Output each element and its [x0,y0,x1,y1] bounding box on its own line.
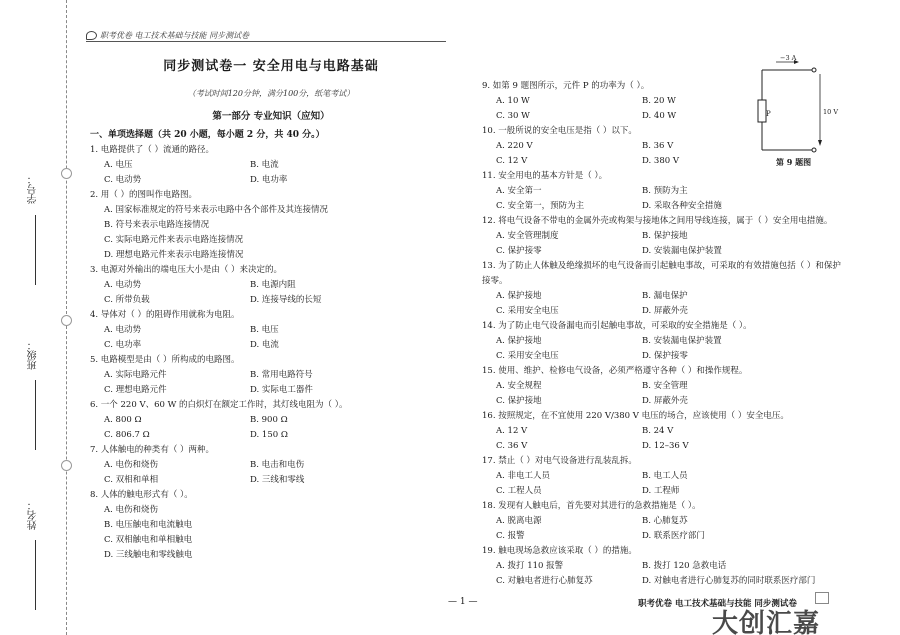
question-14 [482,319,842,364]
option-b[interactable]: B. 预防为主 [642,186,688,196]
option-b[interactable]: B. 900 Ω [250,415,288,425]
circuit-figure [752,52,852,170]
element-p [758,100,766,122]
option-b[interactable]: B. 电工人员 [642,471,688,481]
binding-hole-icon [61,168,72,179]
question-6 [90,398,450,443]
question-4 [90,308,450,353]
option-c[interactable]: C. 对触电者进行心肺复苏 [496,576,593,586]
option-d[interactable]: D. 380 V [642,156,679,166]
option-b[interactable]: B. 24 V [642,426,674,436]
question-1 [90,143,450,188]
option-c[interactable]: C. 双相触电和单相触电 [104,535,193,545]
option-d[interactable]: D. 屏蔽外壳 [642,306,688,316]
student-id-field[interactable] [35,215,36,285]
option-a[interactable]: A. 安全管理制度 [496,231,559,241]
option-a[interactable]: A. 电动势 [104,280,142,290]
option-a[interactable]: A. 安全规程 [496,381,542,391]
current-label: −3 A [780,54,797,62]
option-b[interactable]: B. 拨打 120 急救电话 [642,561,727,571]
part-title: 第一部分 专业知识（应知） [212,111,330,122]
question-12 [482,214,842,259]
option-d[interactable]: D. 联系医疗部门 [642,531,705,541]
question-text: 3. 电源对外输出的端电压大小是由（ ）来决定的。 [90,265,283,275]
terminal-top [812,68,816,72]
option-c[interactable]: C. 安全第一，预防为主 [496,201,585,211]
question-17 [482,454,842,499]
option-b[interactable]: B. 电流 [250,160,279,170]
terminal-bottom [812,148,816,152]
option-b[interactable]: B. 漏电保护 [642,291,688,301]
question-text: 6. 一个 220 V、60 W 的白炽灯在额定工作时，其灯线电阻为（ ）。 [90,400,348,410]
option-c[interactable]: C. 36 V [496,441,528,451]
header-mark [86,30,249,41]
option-d[interactable]: D. 三线触电和零线触电 [104,550,193,560]
question-text: 1. 电路提供了（ ）流通的路径。 [90,145,215,155]
question-text: 15. 使用、维护、检修电气设备，必须严格遵守各种（ ）和操作规程。 [482,366,748,376]
option-b[interactable]: B. 20 W [642,96,676,106]
option-b[interactable]: B. 电压 [250,325,279,335]
option-c[interactable]: C. 理想电路元件 [104,385,167,395]
question-text: 14. 为了防止电气设备漏电而引起触电事故，可采取的安全措施是（ ）。 [482,321,752,331]
option-d[interactable]: D. 电流 [250,340,279,350]
option-a[interactable]: A. 实际电路元件 [104,370,167,380]
binding-hole-icon [61,315,72,326]
option-a[interactable]: A. 电压 [104,160,133,170]
binding-hole-icon [61,460,72,471]
option-a[interactable]: A. 220 V [496,141,533,151]
question-text: 12. 将电气设备不带电的金属外壳或构架与接地体之间用导线连接，属于（ ）安全用电措施。 [482,216,833,226]
question-text: 13. 为了防止人体触及绝缘损坏的电气设备而引起触电事故，可采取的有效措施包括（ ）和保护接零。 [482,261,841,286]
leaf-logo-icon [86,31,97,40]
option-d[interactable]: D. 三线和零线 [250,475,305,485]
option-a[interactable]: A. 保护接地 [496,291,542,301]
option-d[interactable]: D. 40 W [642,111,677,121]
option-c[interactable]: C. 报警 [496,531,525,541]
option-a[interactable]: A. 12 V [496,426,528,436]
option-b[interactable]: B. 符号来表示电路连接情况 [104,220,210,230]
option-a[interactable]: A. 800 Ω [104,415,142,425]
option-b[interactable]: B. 保护接地 [642,231,688,241]
header-mark-text: 职考优卷 电工技术基础与技能 同步测试卷 [100,31,250,40]
question-3 [90,263,450,308]
question-text: 4. 导体对（ ）的阻碍作用就称为电阻。 [90,310,240,320]
option-b[interactable]: B. 36 V [642,141,674,151]
question-11 [482,169,842,214]
option-d[interactable]: D. 屏蔽外壳 [642,396,688,406]
question-16 [482,409,842,454]
question-text: 5. 电路模型是由（ ）所构成的电路图。 [90,355,240,365]
option-d[interactable]: D. 安装漏电保护装置 [642,246,722,256]
question-text: 2. 用（ ）的图叫作电路图。 [90,190,198,200]
question-text: 10. 一般所说的安全电压是指（ ）以下。 [482,126,637,136]
footer-series: 职考优卷 电工技术基础与技能 同步测试卷 [638,599,797,609]
voltage-label: 10 V [823,108,839,116]
question-13 [482,259,842,319]
question-2 [90,188,450,263]
option-b[interactable]: B. 安装漏电保护装置 [642,336,722,346]
option-b[interactable]: B. 电击和电伤 [250,460,305,470]
question-8 [90,488,450,563]
name-field[interactable] [35,540,36,610]
option-c[interactable]: C. 双相和单相 [104,475,159,485]
option-b[interactable]: B. 电压触电和电流触电 [104,520,193,530]
page-number: — 1 — [448,597,478,607]
option-b[interactable]: B. 电源内阻 [250,280,296,290]
option-d[interactable]: D. 对触电者进行心肺复苏的同时联系医疗部门 [642,576,816,586]
option-c[interactable]: C. 所带负载 [104,295,150,305]
option-a[interactable]: A. 脱离电源 [496,516,542,526]
section-title: 一、单项选择题（共 20 小题，每小题 2 分，共 40 分。） [90,130,325,140]
option-a[interactable]: A. 电伤和烧伤 [104,505,159,515]
student-id-label: 学号： [28,174,39,204]
option-c[interactable]: C. 806.7 Ω [104,430,150,440]
page-title: 同步测试卷一 安全用电与电路基础 [163,59,379,74]
class-field[interactable] [35,380,36,450]
question-19 [482,544,842,589]
question-5 [90,353,450,398]
option-d[interactable]: D. 保护接零 [642,351,688,361]
option-a[interactable]: A. 安全第一 [496,186,542,196]
exam-info: （考试时间120分钟，满分100分，纸笔考试） [187,89,355,98]
left-column [90,128,450,563]
question-15 [482,364,842,409]
option-c[interactable]: C. 30 W [496,111,530,121]
class-label: 班级： [28,340,39,370]
option-a[interactable]: A. 国家标准规定的符号来表示电路中各个部件及其连接情况 [104,205,329,215]
option-a[interactable]: A. 保护接地 [496,336,542,346]
option-b[interactable]: B. 安全管理 [642,381,688,391]
option-b[interactable]: B. 常用电路符号 [250,370,313,380]
question-text: 9. 如第 9 题图所示，元件 P 的功率为（ ）。 [482,81,650,91]
option-c[interactable]: C. 工程人员 [496,486,542,496]
voltage-arrowhead-icon [818,140,822,146]
option-c[interactable]: C. 保护接地 [496,396,542,406]
question-text: 8. 人体的触电形式有（ ）。 [90,490,193,500]
watermark-logo: 大创汇嘉 [712,609,821,635]
header-rule [86,41,446,42]
question-18 [482,499,842,544]
question-text: 11. 安全用电的基本方针是（ ）。 [482,171,608,181]
name-label: 姓名： [28,500,39,530]
option-a[interactable]: A. 非电工人员 [496,471,551,481]
question-text: 19. 触电现场急救应该采取（ ）的措施。 [482,546,637,556]
figure-caption: 第 9 题图 [776,157,812,167]
question-7 [90,443,450,488]
option-a[interactable]: A. 电伤和烧伤 [104,460,159,470]
option-d[interactable]: D. 工程师 [642,486,680,496]
option-a[interactable]: A. 电动势 [104,325,142,335]
element-p-label: P [766,110,771,118]
option-c[interactable]: C. 采用安全电压 [496,306,559,316]
option-a[interactable]: A. 10 W [496,96,530,106]
option-d[interactable]: D. 电功率 [250,175,288,185]
option-c[interactable]: C. 实际电路元件来表示电路连接情况 [104,235,244,245]
question-text: 7. 人体触电的种类有（ ）两种。 [90,445,215,455]
question-text: 17. 禁止（ ）对电气设备进行乱装乱拆。 [482,456,637,466]
option-a[interactable]: A. 拨打 110 报警 [496,561,564,571]
option-c[interactable]: C. 电功率 [104,340,142,350]
option-d[interactable]: D. 连接导线的长短 [250,295,322,305]
option-c[interactable]: C. 采用安全电压 [496,351,559,361]
option-c[interactable]: C. 12 V [496,156,528,166]
option-d[interactable]: D. 理想电路元件来表示电路连接情况 [104,250,244,260]
option-c[interactable]: C. 电动势 [104,175,142,185]
question-text: 16. 按照规定，在不宜使用 220 V/380 V 电压的场合，应该使用（ ）安全电压。 [482,411,789,421]
option-c[interactable]: C. 保护接零 [496,246,542,256]
option-d[interactable]: D. 实际电工器件 [250,385,313,395]
option-d[interactable]: D. 12–36 V [642,441,689,451]
question-text: 18. 发现有人触电后，首先要对其进行的急救措施是（ ）。 [482,501,701,511]
option-b[interactable]: B. 心肺复苏 [642,516,688,526]
option-d[interactable]: D. 采取各种安全措施 [642,201,722,211]
option-d[interactable]: D. 150 Ω [250,430,288,440]
